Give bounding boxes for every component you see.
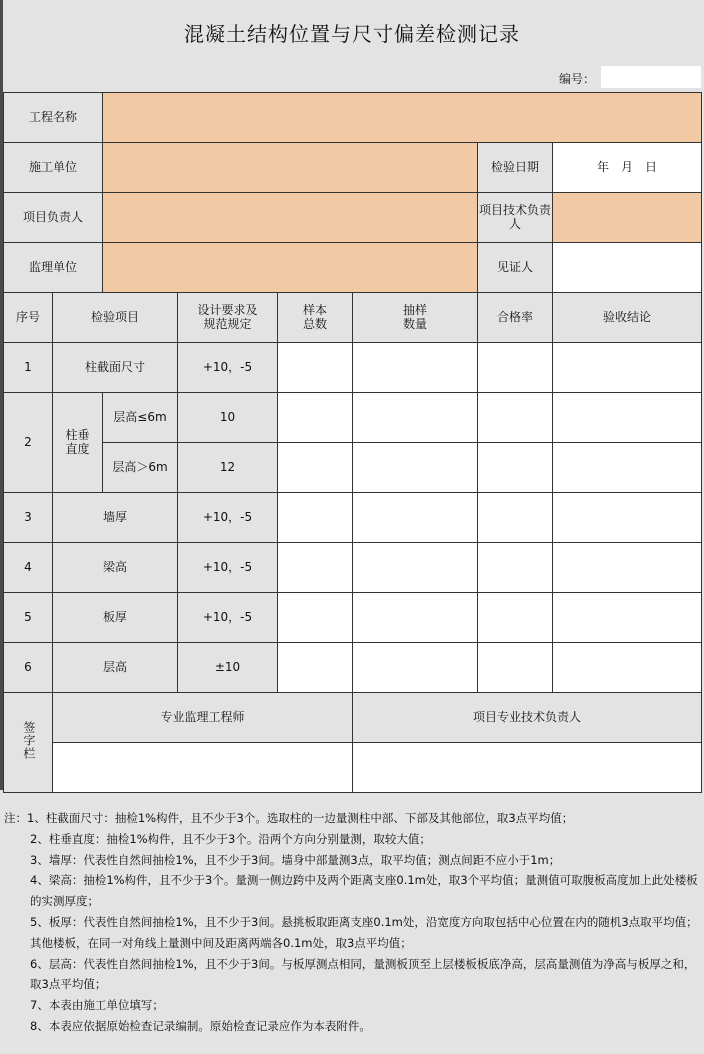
row-1-item: 柱截面尺寸 [53, 343, 178, 393]
header-pass-rate: 合格率 [478, 293, 553, 343]
row-3-pass-rate[interactable] [478, 493, 553, 543]
row-3-item: 墙厚 [53, 493, 178, 543]
project-name-field[interactable] [103, 93, 702, 143]
row-6-item: 层高 [53, 643, 178, 693]
technical-manager-label: 项目技术负责人 [478, 193, 553, 243]
header-design: 设计要求及规范规定 [178, 293, 278, 343]
row-2-sub-1: 层高≤6m [103, 393, 178, 443]
row-4-no: 4 [4, 543, 53, 593]
note-2: 2、柱垂直度：抽检1%构件，且不少于3个。沿两个方向分别量测，取较大值； [30, 831, 431, 846]
supervisor-signature-field[interactable] [53, 743, 353, 793]
construction-unit-label: 施工单位 [4, 143, 103, 193]
row-5-item: 板厚 [53, 593, 178, 643]
row-3-conclusion[interactable] [553, 493, 702, 543]
note-4: 4、梁高：抽检1%构件，且不少于3个。量测一侧边跨中及两个距离支座0.1m处，取3个平均值；量测值可取腹板高度加上此处楼板的实测厚度； [30, 873, 698, 909]
row-3-value: +10，-5 [178, 493, 278, 543]
row-5-no: 5 [4, 593, 53, 643]
row-1-value: +10，-5 [178, 343, 278, 393]
supervision-unit-field[interactable] [103, 243, 478, 293]
inspection-date-field[interactable]: 年 月 日 [553, 143, 702, 193]
row-6-conclusion[interactable] [553, 643, 702, 693]
row-4-sample-count[interactable] [353, 543, 478, 593]
row-3-no: 3 [4, 493, 53, 543]
supervisor-label: 专业监理工程师 [53, 693, 353, 743]
header-no: 序号 [4, 293, 53, 343]
row-4-sample-total[interactable] [278, 543, 353, 593]
row-2b-pass-rate[interactable] [478, 443, 553, 493]
note-1: 注：1、柱截面尺寸：抽检1%构件，且不少于3个。选取柱的一边量测柱中部、下部及其他部位，取3点平均值； [4, 811, 574, 825]
row-1-conclusion[interactable] [553, 343, 702, 393]
header-sample-count: 抽样数量 [353, 293, 478, 343]
row-4-pass-rate[interactable] [478, 543, 553, 593]
row-2-value-1: 10 [178, 393, 278, 443]
row-6-no: 6 [4, 643, 53, 693]
tech-manager-signature-field[interactable] [353, 743, 702, 793]
row-6-value: ±10 [178, 643, 278, 693]
row-4-item: 梁高 [53, 543, 178, 593]
note-8: 8、本表应依据原始检查记录编制。原始检查记录应作为本表附件。 [30, 1018, 371, 1033]
number-label: 编号： [559, 72, 596, 86]
header-sample-total: 样本总数 [278, 293, 353, 343]
row-3-sample-count[interactable] [353, 493, 478, 543]
row-2-item: 柱垂直度 [53, 393, 103, 493]
row-1-no: 1 [4, 343, 53, 393]
header-conclusion: 验收结论 [553, 293, 702, 343]
row-4-value: +10，-5 [178, 543, 278, 593]
row-2a-sample-count[interactable] [353, 393, 478, 443]
row-6-pass-rate[interactable] [478, 643, 553, 693]
note-5: 5、板厚：代表性自然间抽检1%，且不少于3间。悬挑板取距离支座0.1m处，沿宽度方向取包括中心位置在内的随机3点取平均值；其他楼板，在同一对角线上量测中间及距离两端各0.1m处，取3点平均值； [30, 914, 698, 950]
row-5-sample-count[interactable] [353, 593, 478, 643]
row-5-value: +10，-5 [178, 593, 278, 643]
row-5-pass-rate[interactable] [478, 593, 553, 643]
row-1-sample-total[interactable] [278, 343, 353, 393]
note-6: 6、层高：代表性自然间抽检1%，且不少于3间。与板厚测点相同，量测板顶至上层楼板板底净高，层高量测值为净高与板厚之和，取3点平均值； [30, 956, 696, 992]
witness-field[interactable] [553, 243, 702, 293]
project-name-label: 工程名称 [4, 93, 103, 143]
number-field[interactable] [601, 66, 701, 88]
signature-label: 签字栏 [21, 721, 36, 761]
record-table [3, 92, 702, 793]
project-manager-label: 项目负责人 [4, 193, 103, 243]
signature-label-cell [4, 693, 53, 793]
inspection-date-label: 检验日期 [478, 143, 553, 193]
row-2a-pass-rate[interactable] [478, 393, 553, 443]
row-1-pass-rate[interactable] [478, 343, 553, 393]
row-2-value-2: 12 [178, 443, 278, 493]
construction-unit-field[interactable] [103, 143, 478, 193]
note-7: 7、本表由施工单位填写； [30, 998, 164, 1013]
row-2b-conclusion[interactable] [553, 443, 702, 493]
row-5-conclusion[interactable] [553, 593, 702, 643]
row-4-conclusion[interactable] [553, 543, 702, 593]
tech-manager-label: 项目专业技术负责人 [353, 693, 702, 743]
row-2-no: 2 [4, 393, 53, 493]
header-item: 检验项目 [53, 293, 178, 343]
row-2a-conclusion[interactable] [553, 393, 702, 443]
supervision-unit-label: 监理单位 [4, 243, 103, 293]
row-1-sample-count[interactable] [353, 343, 478, 393]
row-5-sample-total[interactable] [278, 593, 353, 643]
row-3-sample-total[interactable] [278, 493, 353, 543]
row-2b-sample-total[interactable] [278, 443, 353, 493]
technical-manager-field[interactable] [553, 193, 702, 243]
note-3: 3、墙厚：代表性自然间抽检1%，且不少于3间。墙身中部量测3点，取平均值；测点间距不应小于1m； [30, 852, 561, 867]
witness-label: 见证人 [478, 243, 553, 293]
row-6-sample-count[interactable] [353, 643, 478, 693]
project-manager-field[interactable] [103, 193, 478, 243]
page-title: 混凝土结构位置与尺寸偏差检测记录 [184, 22, 520, 46]
row-2-sub-2: 层高＞6m [103, 443, 178, 493]
row-2a-sample-total[interactable] [278, 393, 353, 443]
row-6-sample-total[interactable] [278, 643, 353, 693]
row-2b-sample-count[interactable] [353, 443, 478, 493]
notes-section [4, 808, 700, 1037]
